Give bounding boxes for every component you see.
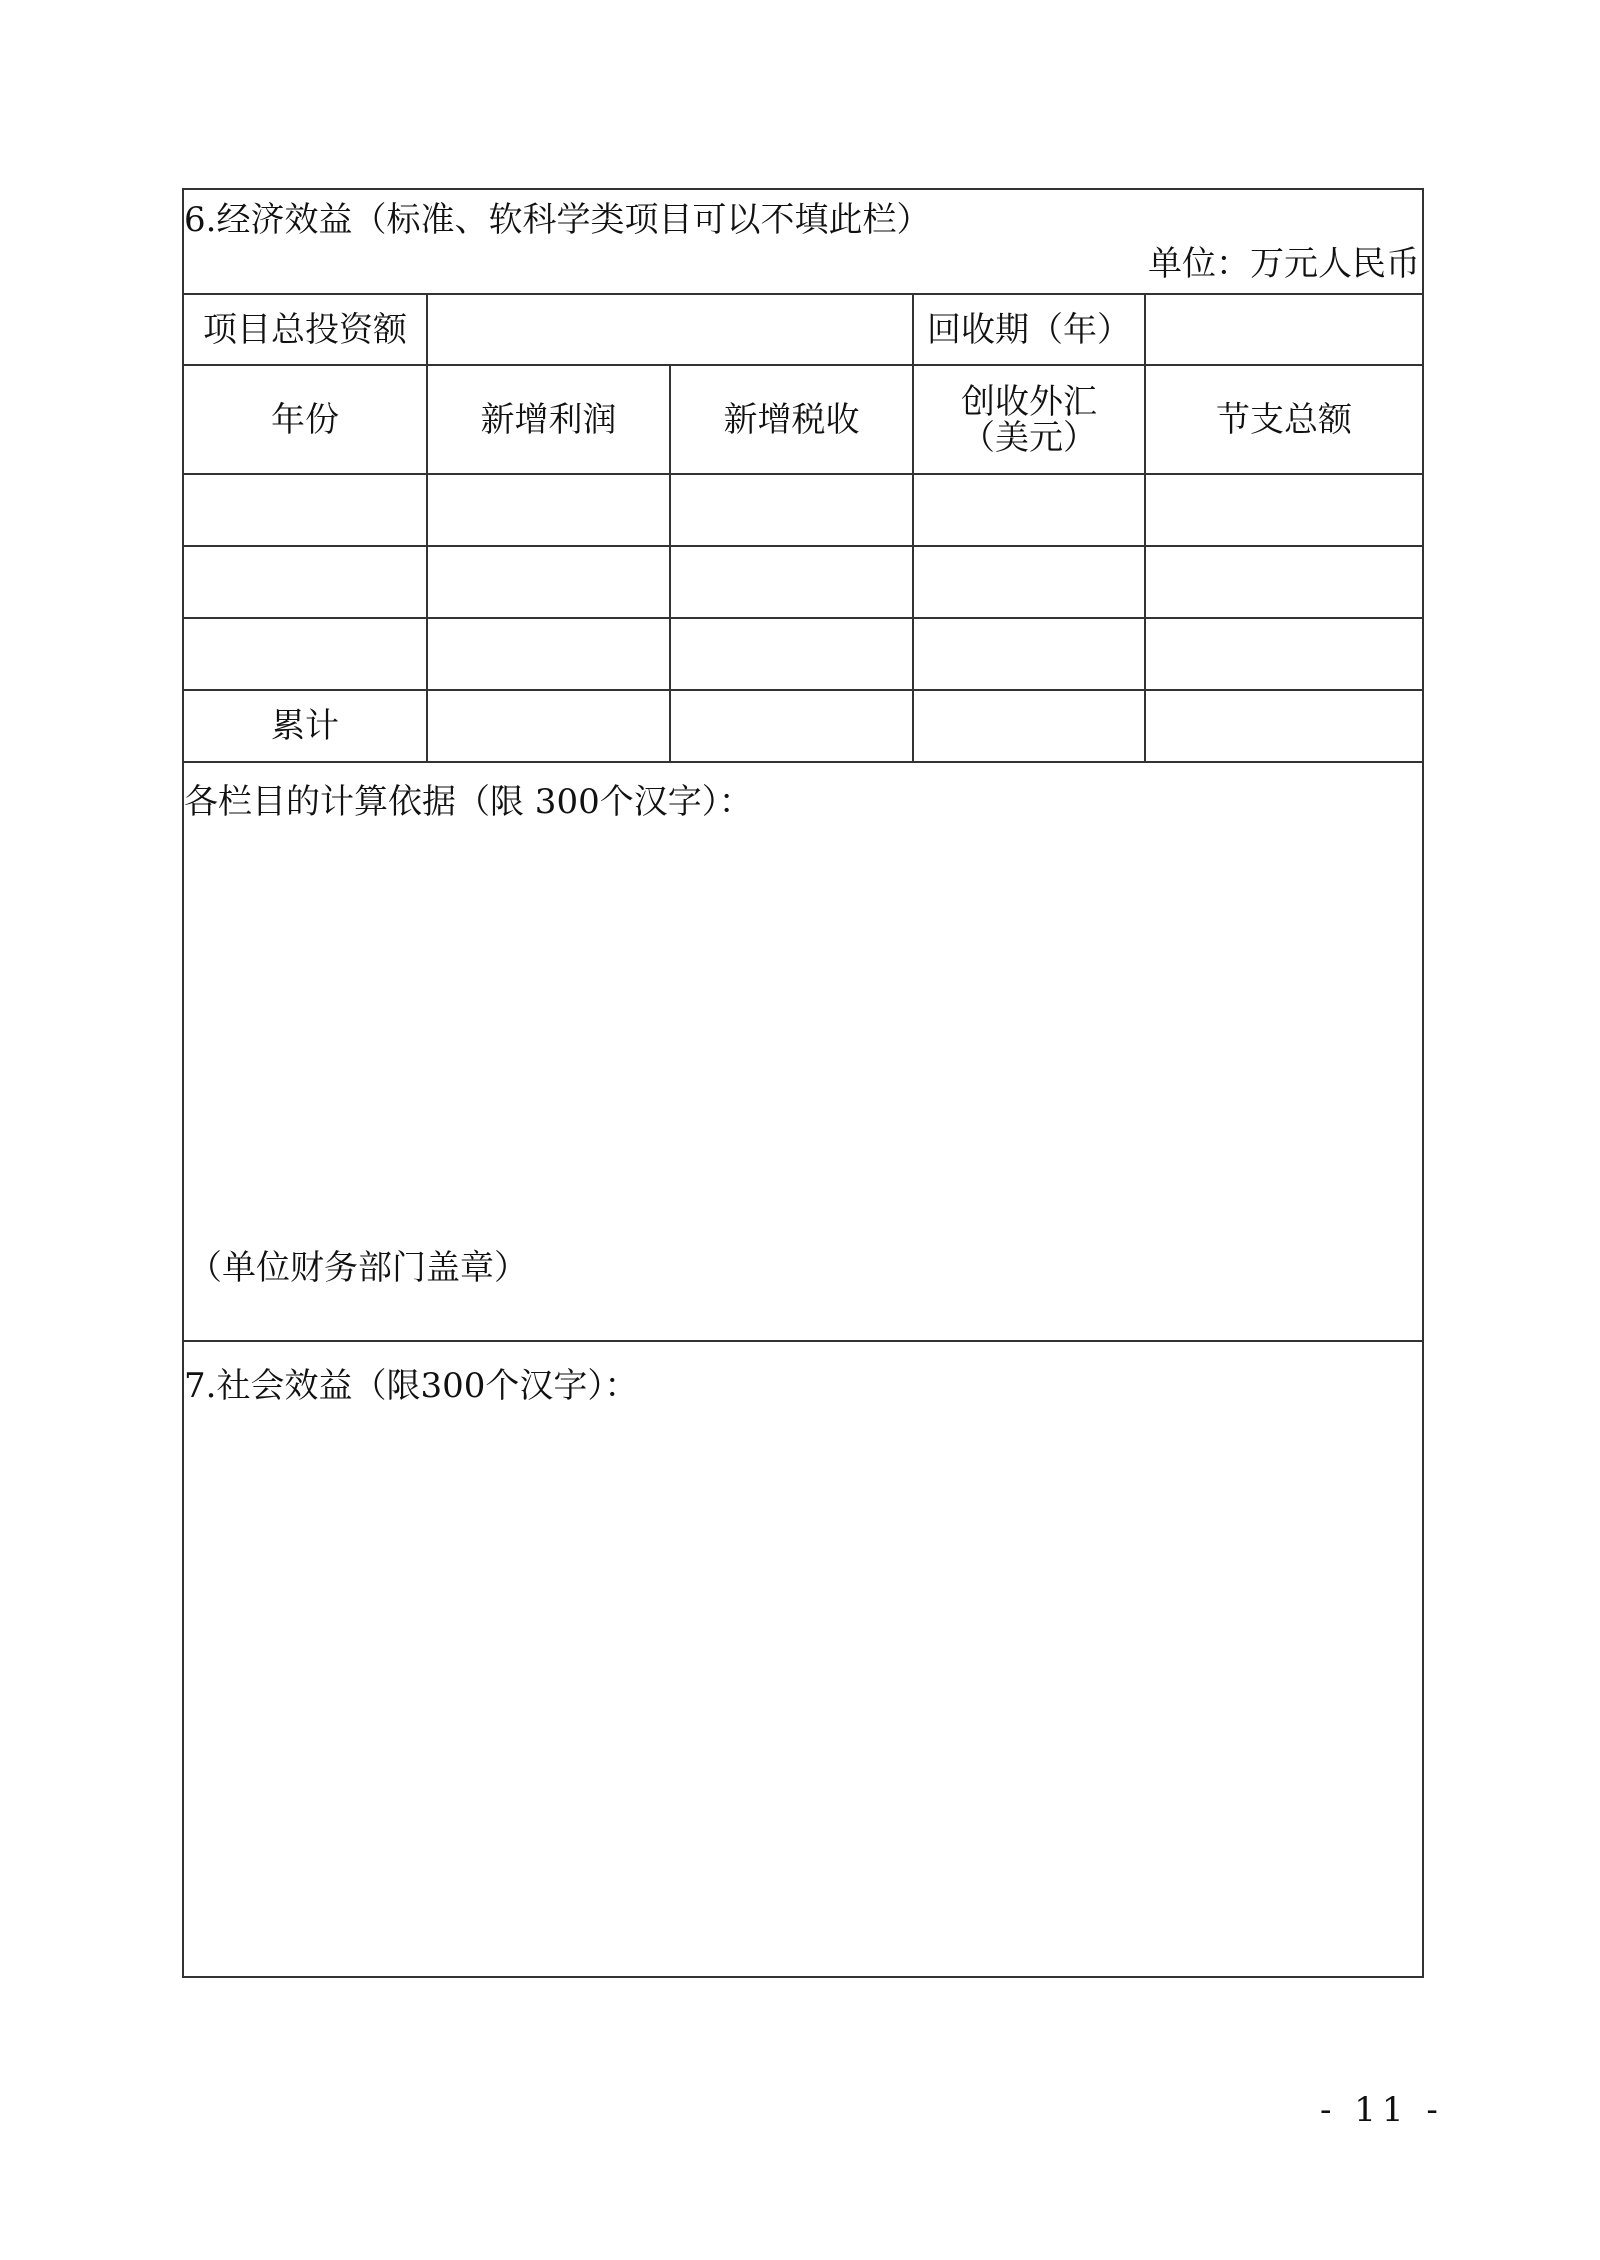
social-benefit-field[interactable] [184,1410,1422,1976]
section-6-title: 6.经济效益（标准、软科学类项目可以不填此栏） [184,200,931,240]
table-border-right [1422,188,1424,1978]
section-7-title: 7.社会效益（限300个汉字）： [184,1366,639,1406]
finance-stamp-note: （单位财务部门盖章） [188,1248,528,1288]
calculation-basis-field[interactable] [184,828,1422,1408]
header-year: 年份 [271,399,339,440]
payback-period-label: 回收期（年） [927,309,1131,350]
cumulative-label: 累计 [271,706,339,746]
calculation-basis-label: 各栏目的计算依据（限 300个汉字）： [184,782,753,822]
table-border-bottom [182,1976,1424,1978]
table-border-top [182,188,1424,190]
economic-benefit-form [182,188,1424,1978]
page-number: - 11 - [1320,2090,1444,2130]
table-row[interactable] [184,547,1422,617]
total-investment-label: 项目总投资额 [203,309,407,350]
header-forex-income [914,366,1144,473]
total-investment-field[interactable] [428,295,912,364]
table-row[interactable] [184,619,1422,689]
header-total-savings: 节支总额 [1216,399,1352,440]
header-new-tax: 新增税收 [723,399,860,440]
unit-label: 单位：万元人民币 [1148,244,1420,284]
header-forex-line2: （美元） [961,417,1097,458]
header-forex-line1: 创收外汇 [961,381,1097,422]
payback-period-field[interactable] [1146,295,1422,364]
row-divider [182,761,1424,763]
header-new-profit: 新增利润 [480,399,617,440]
cumulative-values-row[interactable] [428,691,1422,761]
table-row[interactable] [184,475,1422,545]
